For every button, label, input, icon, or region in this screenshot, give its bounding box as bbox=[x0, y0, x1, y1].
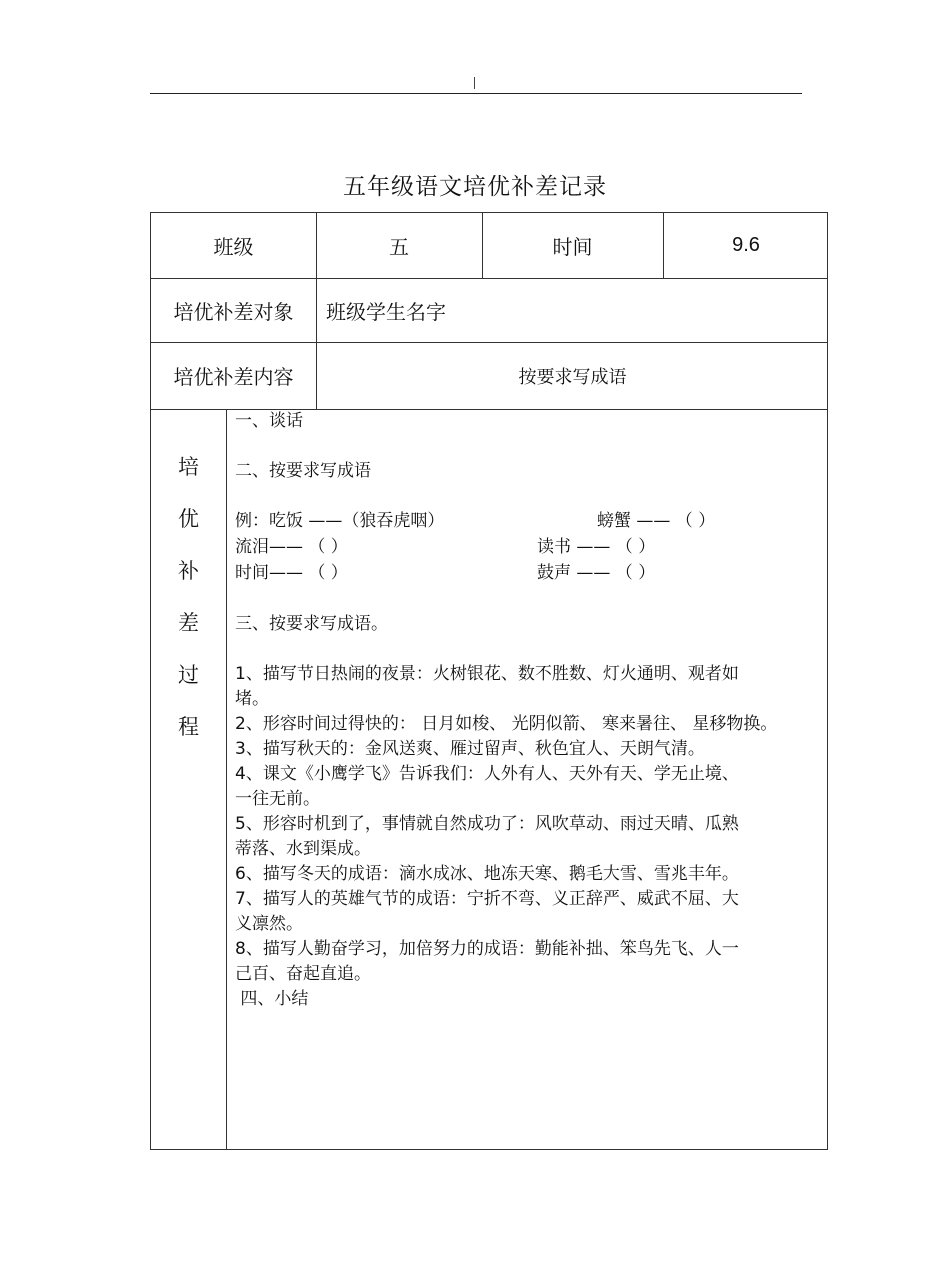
time-value: 9.6 bbox=[732, 234, 760, 256]
list-item: 2、形容时间过得快的： 日月如梭、 光阴似箭、 寒来暑往、 星移物换。 bbox=[235, 714, 778, 734]
class-value: 五 bbox=[389, 235, 409, 259]
header-mark bbox=[474, 77, 475, 89]
content-value: 按要求写成语 bbox=[518, 366, 627, 388]
page-title: 五年级语文培优补差记录 bbox=[343, 174, 607, 200]
process-label-char: 培 bbox=[178, 455, 199, 479]
list-item: 7、描写人的英雄气节的成语：宁折不弯、义正辞严、威武不屈、大 bbox=[235, 889, 739, 909]
exercise-row bbox=[235, 535, 777, 561]
process-label-char: 优 bbox=[178, 507, 199, 531]
section-talk: 一、谈话 bbox=[235, 411, 303, 431]
exercise-left: 时间—— （ ） bbox=[235, 563, 348, 583]
section-idioms: 二、按要求写成语 bbox=[235, 461, 371, 481]
record-table bbox=[150, 212, 828, 1150]
process-label-char: 程 bbox=[178, 715, 199, 739]
process-label-char: 补 bbox=[178, 559, 199, 583]
list-item: 堵。 bbox=[235, 689, 269, 709]
list-item: 蒂落、水到渠成。 bbox=[235, 839, 371, 859]
list-item: 1、描写节日热闹的夜景：火树银花、数不胜数、灯火通明、观者如 bbox=[235, 664, 739, 684]
exercise-right: 读书 —— （ ） bbox=[537, 537, 656, 557]
example-left: 例：吃饭 ——（狼吞虎咽） bbox=[235, 511, 445, 531]
exercise-right: 鼓声 —— （ ） bbox=[537, 563, 656, 583]
list-item: 4、课文《小鹰学飞》告诉我们：人外有人、天外有天、学无止境、 bbox=[235, 764, 739, 784]
target-value: 班级学生名字 bbox=[326, 299, 446, 324]
list-item: 己百、奋起直追。 bbox=[235, 964, 371, 984]
exercise-row bbox=[235, 561, 777, 587]
list-item: 3、描写秋天的：金风送爽、雁过留声、秋色宜人、天朗气清。 bbox=[235, 739, 705, 759]
exercise-left: 流泪—— （ ） bbox=[235, 537, 348, 557]
target-label: 培优补差对象 bbox=[173, 299, 294, 324]
process-label bbox=[151, 441, 226, 753]
list-item: 一往无前。 bbox=[235, 789, 320, 809]
list-item: 义凛然。 bbox=[235, 914, 303, 934]
class-label: 班级 bbox=[213, 235, 254, 259]
example-row bbox=[235, 509, 777, 535]
section-summary: 四、小结 bbox=[235, 989, 309, 1009]
example-right: 螃蟹 —— （ ） bbox=[597, 511, 716, 531]
list-item: 8、描写人勤奋学习，加倍努力的成语：勤能补拙、笨鸟先飞、人一 bbox=[235, 939, 739, 959]
process-label-char: 过 bbox=[178, 663, 199, 687]
list-item: 5、形容时机到了，事情就自然成功了：风吹草动、雨过天晴、瓜熟 bbox=[235, 814, 739, 834]
col-divider bbox=[226, 409, 227, 1149]
section-idioms-list: 三、按要求写成语。 bbox=[235, 614, 388, 634]
process-content bbox=[235, 409, 777, 1012]
header-rule bbox=[150, 93, 802, 94]
process-label-char: 差 bbox=[178, 611, 199, 635]
time-label: 时间 bbox=[552, 235, 593, 259]
list-item: 6、描写冬天的成语：滴水成冰、地冻天寒、鹅毛大雪、雪兆丰年。 bbox=[235, 864, 739, 884]
content-label: 培优补差内容 bbox=[173, 365, 294, 389]
